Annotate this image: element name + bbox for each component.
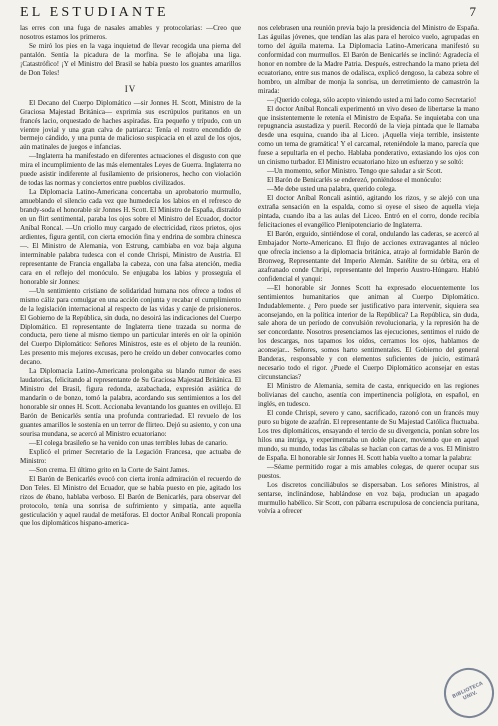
paragraph: El Ministro de Alemania, semita de casta, enriquecido en las regiones bolivianas del caucho, asentía con impertinencia políglota, en español, en inglés, en tudesco. bbox=[258, 382, 479, 409]
paragraph: —¡Querido colega, sólo acepto viniendo usted a mi lado como Secretario! bbox=[267, 95, 477, 104]
paragraph: El doctor Aníbal Roncali experimentó un vivo deseo de libertarse la mano que insistentemente le retenía el Ministro de España. Se inquietaba con una repugnancia asustadiza y pueril. Recordó de la vieja pintada que le llamaba desde una esquina, cuando iba al Liceo. ¡Aquella vieja terrible, insistente como un tema de gramática! Y el carcamal, reteniéndole la mano, parecía que fuese a sepultarla en el pecho. Hablaba ponderativo, extasiando los ojos con un cinismo turbador. El Ministro ecuatoriano hizo un esfuerzo y se soltó: bbox=[258, 104, 479, 167]
paragraph: Los discretos conciliábulos se dispersaban. Los señores Ministros, al sentarse, inclinándose, hablándose en voz baja, producían un apagado murmullo habélico. Sir Scott, con pábarra escrupulosa de conciencia puritana, volvía a ofrecer bbox=[258, 480, 479, 516]
stamp-text: BIBLIOTECA UNIV. bbox=[451, 680, 485, 702]
paragraph: El Barón, erguido, sintiéndose el coral, ondulando las caderas, se acercó al Embajador Norte-Americano. El flujo de acciones extravagantes al núcleo que ofrecía incienso a la diplomacia británica, atrajo al formidable Barón de Bronweg, Representante del Imperio Alemán. Satélite de su órbita, era el azafranado conde Chripi, representante del Imperio Austro-Húngaro. Habló confidencial el yanqui: bbox=[258, 229, 479, 283]
right-column bbox=[258, 24, 479, 516]
paragraph: —Un sentimiento cristiano de solidaridad humana nos ofrece a todos el mismo cáliz para comulgar en una acción conjunta y recabar el cumplimiento de la legislación internacional al respecto de las vidas y canje de prisioneros. El Gobierno de la República, sin duda, no desoirá las indicaciones del Cuerpo Diplomático. El representante de Inglaterra tiene trazada su norma de conducta, pero tiene al mismo tiempo un particular interés en oír la opinión del Cuerpo Diplomático: Señores Ministros, este es el objeto de la reunión. Les presento mis mejores excusas, pero he creído un deber convocarles como decano. bbox=[20, 286, 241, 367]
journal-title: EL ESTUDIANTE bbox=[20, 5, 169, 20]
paragraph: —Son crema. El último grito en la Corte de Saint James. bbox=[29, 465, 190, 474]
paragraph: —El colega brasileño se ha venido con unas terribles lubas de canario. bbox=[29, 438, 228, 447]
paragraph: El conde Chrispi, severo y cano, sacrificado, razonó con un francés muy puro su bigote de azafrán. El representante de Su Majestad Católica fluctuaba. Los tres diplomáticos, ensayando el tercio de su divergencia, ponían sobre los hilos una intriga, y experimentaba un doble placer, moviendo que en aquel mundo, su mundo, todas las cábalas se hacían con cartas de a vos. El Ministro de España. El honorable sir Jonnes H. Scott había vuelto a tomar la palabra: bbox=[258, 408, 479, 462]
section-number: IV bbox=[124, 83, 137, 94]
running-header bbox=[20, 4, 476, 24]
paragraph: —Séame permitido rogar a mis amables colegas, de querer ocupar sus puestos. bbox=[258, 462, 479, 480]
paragraph: La Diplomacia Latino-Americana concertaba un aprobatorio murmullo, amueblando el silencio cada vez que humedecía los labios en el refresco de brandy-soda el honorable sir Jonnes H. Scott. El Ministro de España, distraído en un flirt sentimental, paraba los ojos sobre el Ministro del Ecuador, doctor Aníbal Roncal. —Un criollo muy cargado de electricidad, rizos prietos, ojos ardientes, figura gentil, con cierta emoción fina y endrina de sombra chinesca—. El Ministro de Alemania, von Estrung, cambiaba en voz baja alguna intermínable palabra tudesca con el conde Chrispi, Ministro de Austria. El representante de Francia engallaba la cabeza, con una falsa atención, media cara en el reflejo del monóculo. Se enjugaba los labios y prosseguía el honorable sir Jonnes: bbox=[20, 188, 241, 286]
paragraph: las erres con una fuga de nasales amables y protocolarias: —Creo que nosotros estamos los primeros. bbox=[20, 24, 241, 41]
paragraph: nos celebrasen una reunión previa bajo la presidencia del Ministro de España. Las águilas jóvenes, que tendían las alas para el heroico vuelo, agrupadas en torno del águila materna. La Diplomacia Latino-Americana manifestó su conformidad con murmullos. El Barón de Benicarlés se inclinó: Agradecía el honor en nombre de la Madre Patria. Después, estrechando la mano prieta del ecuatoriano, entre sus manos de odalisca, explicó dengoso, la cabeza sobre el hombro, un almíbar de monja la sonrisa, un derretimiento de camastrón la mirada: bbox=[258, 24, 479, 95]
paragraph: —Un momento, señor Ministro. Tengo que saludar a sir Scott. bbox=[267, 167, 443, 176]
paragraph: —Me debe usted una palabra, querido colega. bbox=[267, 185, 397, 194]
paragraph: —El honorable sir Jonnes Scott ha expresado elocuentemente los sentimientos humanitarios que animan al Cuerpo Diplomático. Indudablemente. ¿ Pero puede ser justificativo para intervenir, siquiera sea aconsejando, en la política interior de la República? La República, sin duda, sale ahora de un período de convulsión revolucionaria, y la represión ha de ser concordante. Nosotros presenciamos las ejecuciones, sentimos el ruido de los descargas, nos tapamos los oídos, cerramos los ojos, hablamos de aconsejar... Señores, somos harto sentimentales. El Gobierno del general Banderas, responsable y con elementos suficientes de juicio, estimará necesario todo el rigor. ¿Puede el Cuerpo Diplomático aconsejar en estas circunstancias? bbox=[258, 283, 479, 382]
paragraph: La Diplomacia Latino-Americana prolongaba su blando rumor de eses laudatorias, felicitando al representante de Su Graciosa Majestad Británica. El Ministro del Brasil, figura redonda, azabachada, expresión asiática de mandarín o de bonzo, tomó la palabra, acordando sus sentimientos a los del honorable sir onnes H. Scott. Accionaba levantando los guantes en ovillejo. El Barón de Benicarlés sentía una profunda contrariedad. El revuelo de los guantes amarillos le sostenía en un terror de flirteo. Dejó su asiento, y con una sourisa mundana, se acercó al Ministro ecuatoriano: bbox=[20, 367, 241, 438]
paragraph: Explicó el primer Secretario de la Legación Francesa, que actuaba de Ministro: bbox=[20, 447, 241, 465]
left-column bbox=[20, 24, 241, 528]
paragraph: —Inglaterra ha manifestado en diferentes actuaciones el disgusto con que mira el incumplimiento de las más elementales Leyes de Guerra. Inglaterra no puede asistir indiferente al fusilamiento de prisioneros, hecho con violación de todas las normas y conciertos entre pueblos civilizados. bbox=[20, 152, 241, 188]
paragraph: Se miró los pies en la vaga inquietud de llevar recogida una pierna del pantalón. Sentía la picadura de la morfina. Se le aflojaba una liga. ¡Catastrófico! ¡Y el Ministro del Brasil se había puesto los guantes amarillos de Don Teles! bbox=[20, 41, 241, 77]
page-number: 7 bbox=[469, 4, 476, 19]
paragraph: El Decano del Cuerpo Diplomático —sir Jonnes H. Scott, Ministro de la Graciosa Majestad Británica— exprimía sus escrúpulos puritanos en un francés lacio, orquestado de haches aspiradas. Era pequeño y trípudo, con un vientre jovial y una gran calva de patriarca: Tenía el rostro encendido de bermejo cándido, y una punta de malicioso suspicacia en el azul de los ojos, aún matinales de juegos e infancias. bbox=[20, 98, 241, 152]
library-stamp bbox=[436, 660, 498, 726]
paragraph: El Barón de Benicarlés se enderezó, poniéndose el monóculo: bbox=[267, 176, 442, 185]
paragraph: El Barón de Benicarlés evocó con cierta ironía admiración el recuerdo de Don Teles. El Ministro del Ecuador, que se había puesto en pie, agitado los rizos de ébano, hablaba verboso. El Barón de Benicarlés, para observar del protocolo, tenía una sonrisa de sufrimiento y simpatía, ante aquella gesticulación y aquel raudal de metáforas. El doctor Aníbal Roncali proponía que los diplomáticos hispano-america- bbox=[20, 474, 241, 528]
paragraph: El doctor Aníbal Roncali asintió, agitando los rizos, y se alejó con una extraña sensación en la espalda, como si oyese el siseo de aquella vieja pintada, cuando iba a las aulas del Liceo. Entró en el corro, donde recibía felicitaciones el evangélico Plenipotenciario de Inglaterra. bbox=[258, 194, 479, 229]
